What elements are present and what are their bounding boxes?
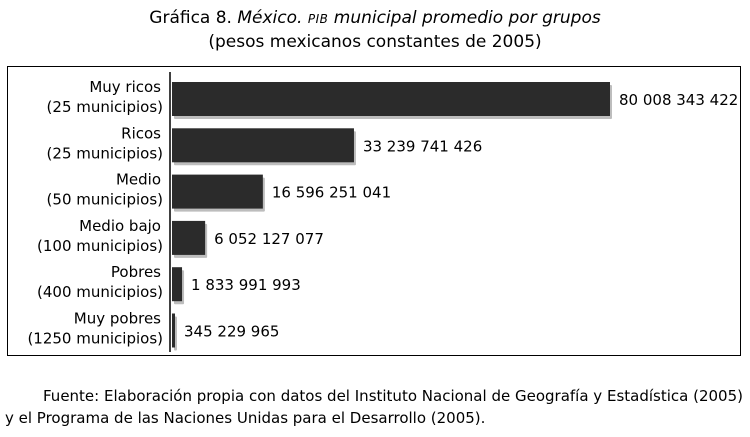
value-label: 16 596 251 041 [271, 183, 392, 202]
title-rest: municipal promedio por grupos [333, 8, 601, 28]
category-label: Ricos [121, 124, 161, 143]
category-label: Medio [115, 170, 161, 189]
value-label: 33 239 741 426 [362, 137, 483, 156]
category-label: Pobres [110, 263, 161, 282]
category-count-label: (1250 municipios) [27, 329, 163, 348]
title-pib: PIB [307, 12, 329, 26]
bar [172, 82, 610, 116]
category-count-label: (25 municipios) [46, 144, 163, 163]
bar [172, 128, 354, 162]
source-note: Fuente: Elaboración propia con datos del Instituto Nacional de Geografía y Estadística (2005) y el Programa de las Naciones Unidas para el Desarrollo (2005). [5, 387, 743, 427]
category-label: Muy ricos [89, 78, 161, 96]
category-count-label: (100 municipios) [37, 236, 163, 255]
category-label: Medio bajo [79, 216, 161, 235]
value-label: 345 229 965 [184, 322, 280, 341]
title-prefix: Gráfica 8. [149, 8, 232, 28]
title-country: México. [237, 8, 303, 28]
bar [172, 314, 175, 348]
category-count-label: (400 municipios) [37, 283, 163, 302]
chart-subtitle: (pesos mexicanos constantes de 2005) [208, 32, 542, 52]
category-count-label: (25 municipios) [46, 98, 163, 116]
bar [172, 267, 182, 301]
value-label: 1 833 991 993 [191, 276, 301, 295]
bar [172, 175, 263, 209]
category-count-label: (50 municipios) [46, 190, 163, 209]
value-label: 6 052 127 077 [214, 229, 324, 248]
value-label: 80 008 343 422 [619, 91, 739, 109]
category-label: Muy pobres [73, 309, 161, 328]
bar [172, 221, 205, 255]
